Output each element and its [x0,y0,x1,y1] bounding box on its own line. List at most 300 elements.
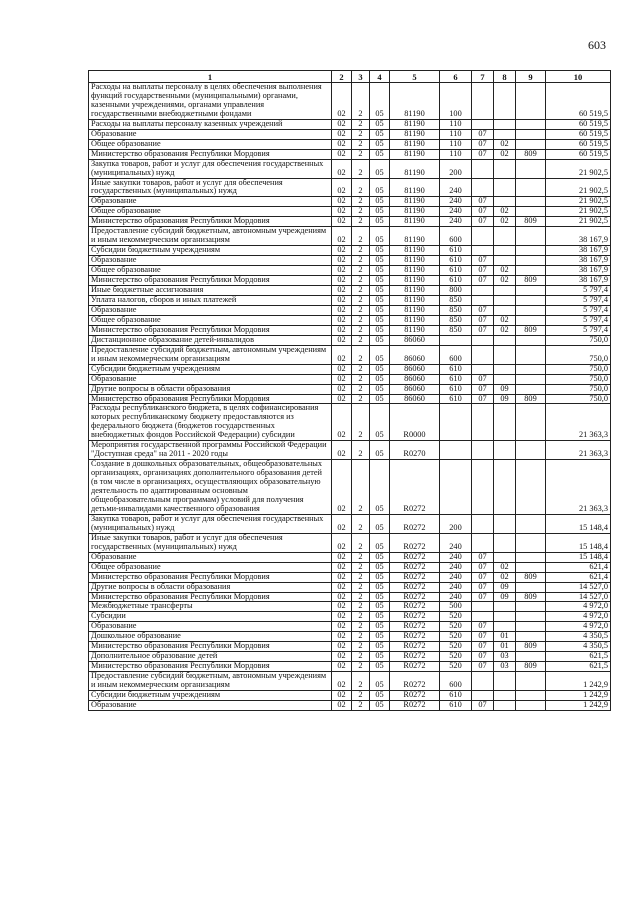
code-col-2: 02 [332,384,352,394]
target-article: 81190 [390,207,440,217]
code-col-4: 05 [370,217,390,227]
code-col-4: 05 [370,139,390,149]
expense-type: 240 [440,572,472,582]
target-article: 81190 [390,315,440,325]
subsection: 02 [494,139,516,149]
target-article: 86060 [390,384,440,394]
row-name: Образование [89,374,332,384]
target-article: R0272 [390,562,440,572]
section: 07 [472,384,494,394]
department: 809 [516,394,546,404]
code-col-4: 05 [370,246,390,256]
expense-type [440,335,472,345]
code-col-2: 02 [332,315,352,325]
code-col-3: 2 [352,119,370,129]
amount: 21 902,5 [546,159,611,178]
code-col-4: 05 [370,533,390,552]
expense-type: 520 [440,662,472,672]
code-col-2: 02 [332,374,352,384]
code-col-4: 05 [370,129,390,139]
code-col-4: 05 [370,374,390,384]
table-row [89,335,611,345]
target-article: 81190 [390,217,440,227]
expense-type: 850 [440,305,472,315]
table-row [89,159,611,178]
code-col-4: 05 [370,364,390,374]
target-article: R0272 [390,622,440,632]
subsection [494,602,516,612]
row-name: Закупка товаров, работ и услуг для обеспечения государственных (муниципальных) нужд [89,514,332,533]
code-col-2: 02 [332,325,352,335]
target-article: 81190 [390,276,440,286]
subsection: 02 [494,572,516,582]
table-row [89,83,611,120]
target-article: 81190 [390,286,440,296]
code-col-2: 02 [332,149,352,159]
expense-type: 600 [440,227,472,246]
expense-type: 240 [440,552,472,562]
code-col-2: 02 [332,582,352,592]
section: 07 [472,276,494,286]
code-col-3: 2 [352,197,370,207]
target-article: 81190 [390,227,440,246]
target-article: R0272 [390,582,440,592]
table-row [89,652,611,662]
row-name: Министерство образования Республики Мордовия [89,217,332,227]
section: 07 [472,305,494,315]
target-article: R0272 [390,701,440,711]
expense-type [440,404,472,441]
code-col-4: 05 [370,119,390,129]
department [516,256,546,266]
table-row [89,582,611,592]
target-article: 81190 [390,119,440,129]
table-row [89,384,611,394]
target-article: 81190 [390,149,440,159]
section [472,335,494,345]
expense-type: 110 [440,119,472,129]
subsection: 02 [494,276,516,286]
code-col-2: 02 [332,266,352,276]
table-row [89,364,611,374]
amount: 38 167,9 [546,266,611,276]
code-col-4: 05 [370,642,390,652]
expense-type: 850 [440,295,472,305]
code-col-3: 2 [352,315,370,325]
row-name: Министерство образования Республики Мордовия [89,325,332,335]
code-col-2: 02 [332,83,352,120]
table-row [89,266,611,276]
expense-type: 110 [440,139,472,149]
code-col-4: 05 [370,592,390,602]
department [516,295,546,305]
subsection: 02 [494,149,516,159]
department [516,672,546,691]
code-col-3: 2 [352,83,370,120]
amount: 750,0 [546,384,611,394]
department [516,441,546,460]
row-name: Субсидии [89,612,332,622]
amount: 38 167,9 [546,246,611,256]
code-col-4: 05 [370,562,390,572]
code-col-2: 02 [332,207,352,217]
table-row [89,632,611,642]
target-article: 81190 [390,246,440,256]
section: 07 [472,632,494,642]
table-row [89,197,611,207]
row-name: Предоставление субсидий бюджетным, автономным учреждениям и иным некоммерческим организациям [89,227,332,246]
code-col-2: 02 [332,217,352,227]
code-col-3: 2 [352,612,370,622]
expense-type [440,441,472,460]
table-row [89,374,611,384]
table-row [89,691,611,701]
table-row [89,602,611,612]
expense-type: 110 [440,149,472,159]
code-col-3: 2 [352,602,370,612]
table-row [89,441,611,460]
code-col-4: 05 [370,632,390,642]
table-row [89,404,611,441]
department [516,345,546,364]
row-name: Образование [89,552,332,562]
code-col-2: 02 [332,533,352,552]
code-col-3: 2 [352,295,370,305]
table-row [89,672,611,691]
amount: 5 797,4 [546,305,611,315]
section [472,227,494,246]
row-name: Уплата налогов, сборов и иных платежей [89,295,332,305]
section: 07 [472,207,494,217]
subsection [494,286,516,296]
section [472,364,494,374]
code-col-4: 05 [370,394,390,404]
code-col-2: 02 [332,335,352,345]
code-col-2: 02 [332,612,352,622]
code-col-3: 2 [352,139,370,149]
code-col-2: 02 [332,672,352,691]
subsection: 01 [494,642,516,652]
amount: 21 902,5 [546,207,611,217]
amount: 621,4 [546,562,611,572]
code-col-3: 2 [352,691,370,701]
amount: 60 519,5 [546,139,611,149]
expense-type: 610 [440,691,472,701]
target-article: R0272 [390,460,440,515]
subsection: 02 [494,207,516,217]
code-col-3: 2 [352,325,370,335]
column-header-5: 5 [390,71,440,83]
section [472,83,494,120]
code-col-2: 02 [332,178,352,197]
code-col-2: 02 [332,345,352,364]
expense-type: 610 [440,276,472,286]
department [516,562,546,572]
code-col-2: 02 [332,642,352,652]
target-article: 81190 [390,295,440,305]
target-article: R0270 [390,441,440,460]
expense-type: 610 [440,246,472,256]
department [516,533,546,552]
code-col-3: 2 [352,622,370,632]
target-article: R0272 [390,514,440,533]
column-header-10: 10 [546,71,611,83]
department [516,622,546,632]
code-col-2: 02 [332,394,352,404]
row-name: Расходы республиканского бюджета, в целях софинансирования которых республиканскому бюджету предоставляются из федерального бюджета (бюджетов государственных внебюджетных фондов Российской Федерации) субсидии [89,404,332,441]
amount: 5 797,4 [546,315,611,325]
subsection: 03 [494,652,516,662]
section [472,602,494,612]
section: 07 [472,374,494,384]
table-row [89,129,611,139]
expense-type: 610 [440,364,472,374]
target-article: R0272 [390,533,440,552]
amount: 38 167,9 [546,227,611,246]
row-name: Министерство образования Республики Мордовия [89,149,332,159]
code-col-4: 05 [370,276,390,286]
code-col-4: 05 [370,441,390,460]
expense-type: 500 [440,602,472,612]
section: 07 [472,572,494,582]
target-article: 81190 [390,159,440,178]
expense-type: 200 [440,514,472,533]
section [472,286,494,296]
code-col-2: 02 [332,364,352,374]
page-number: 603 [588,38,606,52]
row-name: Создание в дошкольных образовательных, общеобразовательных организациях, организациях дополнительного образования детей (в том числе в организациях, осуществляющих образовательную деятельность по адаптированным основным общеобразовательным программам) условий для получения детьми-инвалидами качественного образования [89,460,332,515]
code-col-4: 05 [370,652,390,662]
code-col-2: 02 [332,159,352,178]
code-col-3: 2 [352,159,370,178]
row-name: Дошкольное образование [89,632,332,642]
code-col-3: 2 [352,256,370,266]
target-article: 86060 [390,364,440,374]
section: 07 [472,149,494,159]
row-name: Министерство образования Республики Мордовия [89,642,332,652]
expense-type: 240 [440,562,472,572]
department [516,632,546,642]
code-col-2: 02 [332,305,352,315]
column-header-9: 9 [516,71,546,83]
row-name: Министерство образования Республики Мордовия [89,592,332,602]
target-article: R0272 [390,672,440,691]
expense-type: 610 [440,394,472,404]
section [472,345,494,364]
subsection [494,129,516,139]
expense-type: 610 [440,384,472,394]
code-col-3: 2 [352,662,370,672]
row-name: Другие вопросы в области образования [89,384,332,394]
amount: 1 242,9 [546,701,611,711]
target-article: R0272 [390,662,440,672]
row-name: Министерство образования Республики Мордовия [89,662,332,672]
code-col-3: 2 [352,672,370,691]
department [516,514,546,533]
section: 07 [472,652,494,662]
subsection [494,612,516,622]
department [516,652,546,662]
code-col-4: 05 [370,266,390,276]
code-col-3: 2 [352,533,370,552]
row-name: Иные закупки товаров, работ и услуг для обеспечения государственных (муниципальных) нужд [89,533,332,552]
row-name: Расходы на выплаты персоналу в целях обеспечения выполнения функций государственными (муниципальными) органами, казенными учреждениями, органами управления государственными внебюджетными фондами [89,83,332,120]
section [472,441,494,460]
amount: 21 902,5 [546,197,611,207]
subsection: 02 [494,315,516,325]
code-col-4: 05 [370,178,390,197]
section: 07 [472,139,494,149]
section: 07 [472,592,494,602]
department: 809 [516,325,546,335]
table-row [89,460,611,515]
amount: 21 363,3 [546,404,611,441]
section [472,514,494,533]
section: 07 [472,315,494,325]
table-row [89,562,611,572]
code-col-3: 2 [352,335,370,345]
section: 07 [472,562,494,572]
section: 07 [472,217,494,227]
code-col-3: 2 [352,652,370,662]
code-col-3: 2 [352,276,370,286]
amount: 21 902,5 [546,178,611,197]
row-name: Министерство образования Республики Мордовия [89,572,332,582]
expense-type: 240 [440,197,472,207]
code-col-3: 2 [352,129,370,139]
code-col-4: 05 [370,335,390,345]
amount: 60 519,5 [546,119,611,129]
code-col-2: 02 [332,246,352,256]
column-header-1: 1 [89,71,332,83]
department [516,364,546,374]
row-name: Мероприятия государственной программы Российской Федерации "Доступная среда" на 2011 - 2020 годы [89,441,332,460]
section [472,159,494,178]
subsection [494,335,516,345]
row-name: Общее образование [89,315,332,325]
code-col-4: 05 [370,572,390,582]
row-name: Дополнительное образование детей [89,652,332,662]
amount: 60 519,5 [546,83,611,120]
subsection [494,374,516,384]
subsection [494,119,516,129]
expense-type: 240 [440,582,472,592]
code-col-2: 02 [332,701,352,711]
subsection: 09 [494,384,516,394]
target-article: R0272 [390,592,440,602]
section [472,460,494,515]
department [516,178,546,197]
department [516,691,546,701]
subsection [494,246,516,256]
row-name: Образование [89,197,332,207]
column-header-3: 3 [352,71,370,83]
table-row [89,642,611,652]
column-header-6: 6 [440,71,472,83]
code-col-3: 2 [352,217,370,227]
code-col-4: 05 [370,612,390,622]
code-col-4: 05 [370,286,390,296]
amount: 38 167,9 [546,276,611,286]
code-col-3: 2 [352,701,370,711]
subsection [494,552,516,562]
code-col-3: 2 [352,592,370,602]
subsection [494,197,516,207]
code-col-2: 02 [332,691,352,701]
target-article: 86060 [390,345,440,364]
table-row [89,286,611,296]
department [516,552,546,562]
table-row [89,533,611,552]
section [472,246,494,256]
subsection: 01 [494,632,516,642]
table-row [89,315,611,325]
section: 07 [472,552,494,562]
subsection [494,691,516,701]
table-row [89,514,611,533]
code-col-3: 2 [352,246,370,256]
expense-type: 520 [440,642,472,652]
code-col-4: 05 [370,207,390,217]
code-col-3: 2 [352,642,370,652]
target-article: 86060 [390,394,440,404]
expense-type: 600 [440,672,472,691]
table-row [89,701,611,711]
table-row [89,572,611,582]
row-name: Общее образование [89,562,332,572]
amount: 1 242,9 [546,672,611,691]
code-col-4: 05 [370,514,390,533]
amount: 750,0 [546,394,611,404]
section: 07 [472,622,494,632]
code-col-2: 02 [332,622,352,632]
subsection: 02 [494,562,516,572]
code-col-2: 02 [332,404,352,441]
code-col-4: 05 [370,404,390,441]
code-col-4: 05 [370,672,390,691]
table-row [89,612,611,622]
department [516,139,546,149]
expense-type: 240 [440,533,472,552]
amount: 21 363,3 [546,460,611,515]
expense-type: 200 [440,159,472,178]
target-article: R0272 [390,642,440,652]
code-col-3: 2 [352,364,370,374]
row-name: Образование [89,701,332,711]
target-article: 81190 [390,139,440,149]
code-col-2: 02 [332,256,352,266]
department [516,612,546,622]
row-name: Иные закупки товаров, работ и услуг для обеспечения государственных (муниципальных) нужд [89,178,332,197]
table-row [89,552,611,562]
target-article: R0272 [390,652,440,662]
amount: 621,5 [546,662,611,672]
subsection [494,514,516,533]
table-row [89,622,611,632]
expense-type: 610 [440,266,472,276]
code-col-2: 02 [332,632,352,642]
code-col-2: 02 [332,572,352,582]
row-name: Министерство образования Республики Мордовия [89,394,332,404]
expense-type: 850 [440,315,472,325]
expense-type: 110 [440,129,472,139]
department: 809 [516,592,546,602]
target-article: R0000 [390,404,440,441]
column-header-8: 8 [494,71,516,83]
expense-type: 240 [440,217,472,227]
amount: 621,4 [546,572,611,582]
expense-type: 610 [440,256,472,266]
